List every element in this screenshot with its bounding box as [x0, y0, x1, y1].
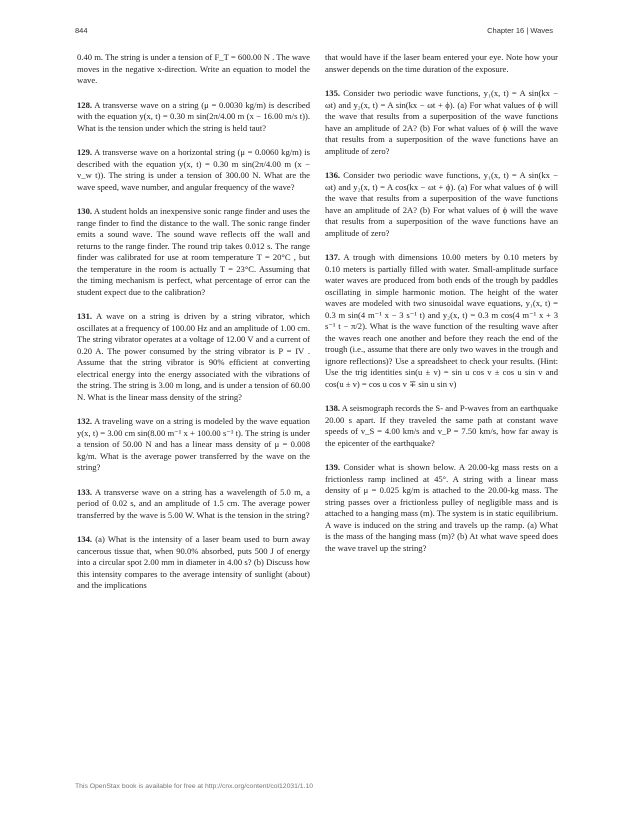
problem-135 [325, 88, 558, 157]
problem-text: A traveling wave on a string is modeled by the wave equation y(x, t) = 3.00 cm sin(8.00 m⁻¹ x + 100.00 s⁻¹ t). The string is under a tension of 50.00 N and has a linear mass density of μ = 0.008 kg/m. What is the average power transferred by the wave on the string? [77, 416, 310, 472]
problem-number: 133. [77, 486, 93, 497]
problem-text: A transverse wave on a horizontal string (μ = 0.0060 kg/m) is described with the equation y(x, t) = 0.30 m sin(2π/4.00 m (x − v_w t)). The string is under a tension of 300.00 N. What are the wave speed, wave number, and angular frequency of the wave? [77, 147, 310, 192]
problem-138 [325, 403, 558, 449]
problem-133 [77, 487, 310, 522]
problem-132 [77, 416, 310, 474]
problem-text: that would have if the laser beam entered your eye. Note how your answer depends on the time duration of the exposure. [325, 52, 558, 74]
problem-number: 132. [77, 416, 93, 426]
problem-text: A trough with dimensions 10.00 meters by 0.10 meters by 0.10 meters is partially filled with water. Small-amplitude surface water waves are produced from both ends of the trough by paddles oscillating in simple harmonic motion. The height of the water waves are modeled with two sinusoidal wave equations, y₁(x, t) = 0.3 m sin(4 m⁻¹ x − 3 s⁻¹ t) and y₂(x, t) = 0.3 m cos(4 m⁻¹ x + 3 s⁻¹ t − π/2). What is the wave function of the resulting wave after the waves reach one another and before they reach the end of the trough (i.e., assume that there are only two waves in the trough and ignore reflections)? Use a spreadsheet to check your results. (Hint: Use the trig identities sin(u ± v) = sin u cos v ± cos u sin v and cos(u ± v) = cos u cos v ∓ sin u sin v) [325, 252, 558, 389]
problem-number: 138. [325, 403, 341, 413]
problem-continuation [325, 52, 558, 75]
problem-number: 131. [77, 311, 93, 321]
problem-text: Consider two periodic wave functions, y₁(x, t) = A sin(kx − ωt) and y₂(x, t) = A sin(kx − ωt + ϕ). (a) For what values of ϕ will the wave that results from a superposition of the wave functions have an amplitude of 2A? (b) For what values of ϕ will the wave that results from a superposition of the wave functions have an amplitude of zero? [325, 88, 558, 156]
problem-134 [77, 534, 310, 592]
problem-136 [325, 170, 558, 239]
problem-number: 134. [77, 534, 93, 544]
problem-text: A seismograph records the S- and P-waves from an earthquake 20.00 s apart. If they traveled the same path at constant wave speeds of v_S = 4.00 km/s and v_P = 7.50 km/s, how far away is the epicenter of the earthquake? [325, 403, 558, 448]
problem-text: A transverse wave on a string has a wavelength of 5.0 m, a period of 0.02 s, and an amplitude of 1.5 cm. The average power transferred by the wave is 5.00 W. What is the tension in the string? [77, 486, 310, 520]
problem-text: (a) What is the intensity of a laser beam used to burn away cancerous tissue that, when 90.0% absorbed, puts 500 J of energy into a circular spot 2.00 mm in diameter in 4.00 s? (b) Discuss how this intensity compares to the average intensity of sunlight (about) and the implications [77, 534, 310, 590]
problem-text: A student holds an inexpensive sonic range finder and uses the range finder to find the distance to the wall. The sonic range finder emits a sound wave. The sound wave reflects off the wall and returns to the range finder. The round trip takes 0.012 s. The range finder was calibrated for use at room temperature T = 20°C , but the temperature in the room is actually T = 23°C. Assuming that the timing mechanism is perfect, what percentage of error can the student expect due to the calibration? [77, 206, 310, 297]
problem-number: 128. [77, 99, 93, 110]
problem-text: 0.40 m. The string is under a tension of F_T = 600.00 N . The wave moves in the negative x-direction. Write an equation to model the wave. [77, 52, 310, 85]
problem-131 [77, 311, 310, 403]
problem-text: Consider what is shown below. A 20.00-kg mass rests on a frictionless ramp inclined at 45°. A string with a linear mass density of μ = 0.025 kg/m is attached to the 20.00-kg mass. The string passes over a frictionless pulley of negligible mass and is attached to a hanging mass (m). The system is in static equilibrium. A wave is induced on the string and travels up the ramp. (a) What is the mass of the hanging mass (m)? (b) At what wave speed does the wave travel up the string? [325, 462, 558, 553]
problem-text: Consider two periodic wave functions, y₁(x, t) = A sin(kx − ωt) and y₂(x, t) = A cos(kx − ωt + ϕ). (a) For what values of ϕ will the wave that results from a superposition of the wave functions have an amplitude of 2A? (b) For what values of ϕ will the wave that results from a superposition of the wave functions have an amplitude of zero? [325, 170, 558, 238]
page-number: 844 [75, 26, 88, 35]
right-column [325, 52, 558, 567]
problem-text: A transverse wave on a string (μ = 0.0030 kg/m) is described with the equation y(x, t) = 0.30 m sin(2π/4.00 m (x − 16.00 m/s t)). What is the tension under which the string is held taut? [77, 99, 310, 133]
problem-number: 130. [77, 206, 93, 216]
left-column [77, 52, 310, 605]
problem-number: 139. [325, 462, 341, 472]
problem-139 [325, 462, 558, 554]
footer-credit: This OpenStax book is available for free at http://cnx.org/content/col12031/1.10 [75, 783, 314, 790]
problem-number: 136. [325, 170, 341, 180]
chapter-title: Chapter 16 | Waves [487, 26, 553, 35]
problem-129 [77, 147, 310, 193]
problem-number: 137. [325, 252, 341, 262]
problem-128 [77, 100, 310, 135]
problem-137 [325, 252, 558, 390]
problem-number: 129. [77, 147, 93, 157]
problem-130 [77, 206, 310, 298]
problem-continuation [77, 52, 310, 87]
problem-number: 135. [325, 88, 341, 98]
problem-text: A wave on a string is driven by a string vibrator, which oscillates at a frequency of 100.00 Hz and an amplitude of 1.00 cm. The string vibrator operates at a voltage of 12.00 V and a current of 0.20 A. The power consumed by the string vibrator is P = IV . Assume that the string vibrator is 90% efficient at converting electrical energy into the energy associated with the vibrations of the string. The string is 3.00 m long, and is under a tension of 60.00 N. What is the linear mass density of the string? [77, 311, 310, 402]
